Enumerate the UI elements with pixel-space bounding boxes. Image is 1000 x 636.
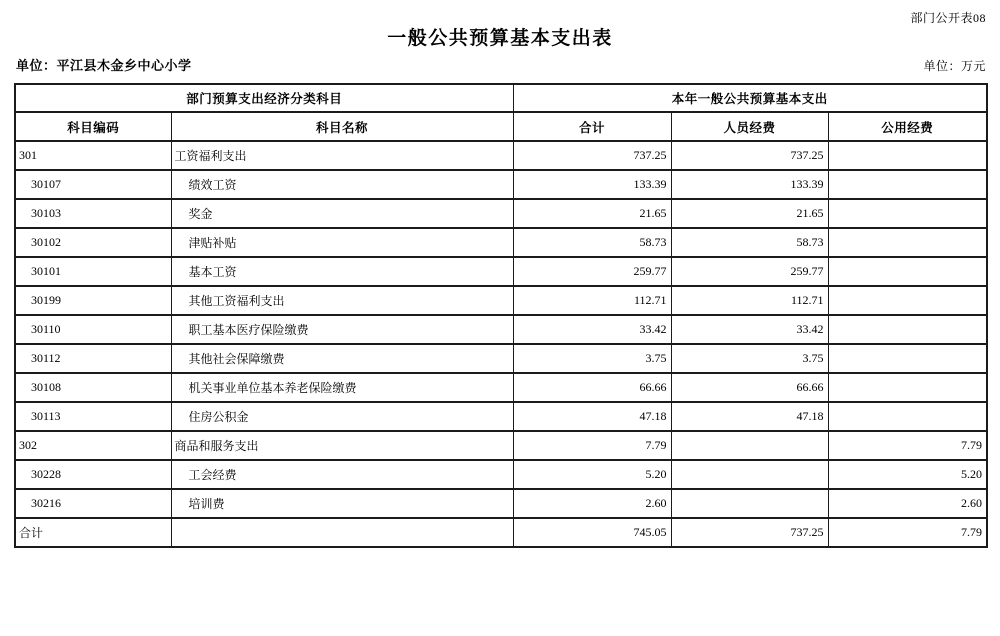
header-group-classification: 部门预算支出经济分类科目 [15,84,513,112]
cell-name: 工资福利支出 [171,141,513,170]
cell-code: 30108 [15,373,171,402]
cell-personnel [671,460,828,489]
cell-personnel: 33.42 [671,315,828,344]
column-header-personnel: 人员经费 [671,112,828,141]
cell-name: 职工基本医疗保险缴费 [171,315,513,344]
cell-total: 5.20 [513,460,671,489]
header-group-expenditure: 本年一般公共预算基本支出 [513,84,987,112]
cell-code: 30199 [15,286,171,315]
cell-total: 7.79 [513,431,671,460]
cell-personnel: 737.25 [671,518,828,547]
table-row [15,141,987,170]
cell-name: 培训费 [171,489,513,518]
total-row [15,518,987,547]
cell-code: 30216 [15,489,171,518]
cell-total: 745.05 [513,518,671,547]
table-row [15,460,987,489]
cell-public: 7.79 [828,518,987,547]
table-row [15,373,987,402]
cell-name [171,518,513,547]
cell-personnel: 259.77 [671,257,828,286]
table-row [15,344,987,373]
cell-total: 66.66 [513,373,671,402]
column-header-total: 合计 [513,112,671,141]
cell-public [828,286,987,315]
cell-public [828,402,987,431]
budget-table [14,83,988,548]
header-columns-row [15,112,987,141]
cell-personnel: 47.18 [671,402,828,431]
cell-public [828,228,987,257]
cell-name: 津贴补贴 [171,228,513,257]
table-row [15,170,987,199]
cell-name: 机关事业单位基本养老保险缴费 [171,373,513,402]
cell-code: 30101 [15,257,171,286]
cell-code: 30107 [15,170,171,199]
cell-public: 2.60 [828,489,987,518]
column-header-name: 科目名称 [171,112,513,141]
cell-personnel: 112.71 [671,286,828,315]
table-row [15,286,987,315]
cell-code: 302 [15,431,171,460]
cell-code: 30103 [15,199,171,228]
column-header-code: 科目编码 [15,112,171,141]
cell-name: 工会经费 [171,460,513,489]
cell-public [828,141,987,170]
table-row [15,315,987,344]
cell-public [828,373,987,402]
table-row [15,431,987,460]
table-row [15,489,987,518]
header-group-row [15,84,987,112]
unit-name: 单位：平江县木金乡中心小学 [16,58,192,73]
cell-code: 30113 [15,402,171,431]
cell-personnel: 21.65 [671,199,828,228]
table-row [15,199,987,228]
cell-total: 47.18 [513,402,671,431]
doc-label: 部门公开表08 [910,11,986,25]
cell-name: 其他社会保障缴费 [171,344,513,373]
cell-code: 30112 [15,344,171,373]
table-row [15,228,987,257]
cell-code: 合计 [15,518,171,547]
table-row [15,257,987,286]
table-row [15,402,987,431]
cell-total: 133.39 [513,170,671,199]
cell-name: 奖金 [171,199,513,228]
table-body [15,141,987,547]
cell-public: 5.20 [828,460,987,489]
cell-name: 商品和服务支出 [171,431,513,460]
cell-total: 259.77 [513,257,671,286]
cell-public [828,257,987,286]
cell-total: 112.71 [513,286,671,315]
page-title: 一般公共预算基本支出表 [387,28,613,49]
cell-personnel [671,489,828,518]
cell-name: 其他工资福利支出 [171,286,513,315]
cell-personnel: 66.66 [671,373,828,402]
column-header-public: 公用经费 [828,112,987,141]
unit-currency: 单位：万元 [923,59,986,73]
cell-code: 30102 [15,228,171,257]
cell-public: 7.79 [828,431,987,460]
cell-total: 3.75 [513,344,671,373]
cell-public [828,170,987,199]
cell-public [828,199,987,228]
cell-personnel [671,431,828,460]
cell-total: 21.65 [513,199,671,228]
cell-personnel: 133.39 [671,170,828,199]
cell-total: 737.25 [513,141,671,170]
cell-public [828,344,987,373]
cell-personnel: 58.73 [671,228,828,257]
cell-total: 33.42 [513,315,671,344]
cell-personnel: 737.25 [671,141,828,170]
cell-code: 30228 [15,460,171,489]
cell-total: 2.60 [513,489,671,518]
cell-code: 30110 [15,315,171,344]
unit-row [16,58,986,74]
cell-name: 基本工资 [171,257,513,286]
cell-public [828,315,987,344]
cell-name: 绩效工资 [171,170,513,199]
cell-code: 301 [15,141,171,170]
cell-name: 住房公积金 [171,402,513,431]
cell-total: 58.73 [513,228,671,257]
cell-personnel: 3.75 [671,344,828,373]
